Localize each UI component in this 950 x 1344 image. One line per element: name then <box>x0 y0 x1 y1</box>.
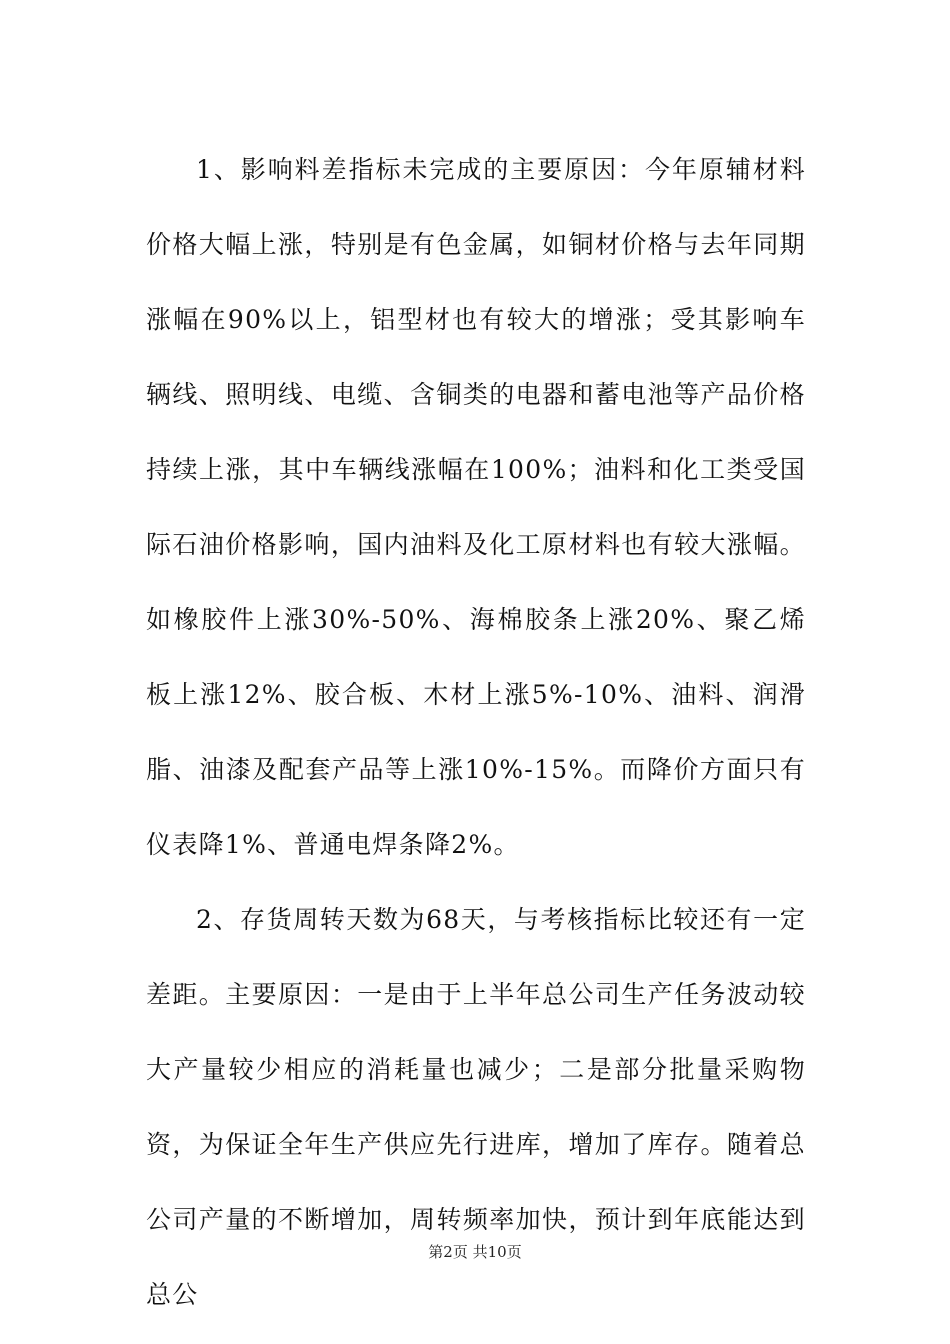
paragraph-1: 1、影响料差指标未完成的主要原因：今年原辅材料价格大幅上涨，特别是有色金属，如铜材价格与去年同期涨幅在90%以上，铝型材也有较大的增涨；受其影响车辆线、照明线、电缆、含铜类的电器和蓄电池等产品价格持续上涨，其中车辆线涨幅在100%；油料和化工类受国际石油价格影响，国内油料及化工原材料也有较大涨幅。如橡胶件上涨30%-50%、海棉胶条上涨20%、聚乙烯板上涨12%、胶合板、木材上涨5%-10%、油料、润滑脂、油漆及配套产品等上涨10%-15%。而降价方面只有仪表降1%、普通电焊条降2%。 <box>146 155 806 859</box>
document-body <box>146 132 806 1332</box>
page-footer: 第2页 共10页 <box>428 1243 522 1261</box>
paragraph-2: 2、存货周转天数为68天，与考核指标比较还有一定差距。主要原因：一是由于上半年总公司生产任务波动较大产量较少相应的消耗量也减少；二是部分批量采购物资，为保证全年生产供应先行进库，增加了库存。随着总公司产量的不断增加，周转频率加快，预计到年底能达到总公 <box>146 905 806 1309</box>
